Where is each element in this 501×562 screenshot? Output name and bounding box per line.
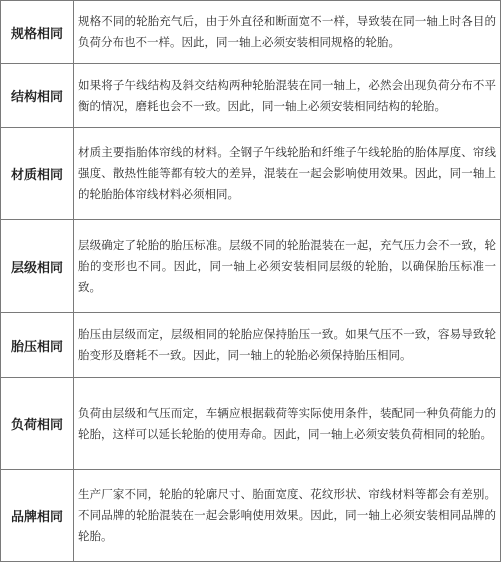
- table-row-load: [1, 378, 501, 470]
- table-row-structure: [1, 64, 501, 128]
- table-row-spec: [1, 1, 501, 64]
- row-description: 生产厂家不同，轮胎的轮廓尺寸、胎面宽度、花纹形状、帘线材料等都会有差别。不同品牌的轮胎混装在一起会影响使用效果。因此，同一轴上必须安装相同品牌的轮胎。: [74, 470, 501, 562]
- row-label: 规格相同: [1, 1, 74, 64]
- row-description: 如果将子午线结构及斜交结构两种轮胎混装在同一轴上，必然会出现负荷分布不平衡的情况，磨耗也会不一致。因此，同一轴上必须安装相同结构的轮胎。: [74, 64, 501, 128]
- row-description: 层级确定了轮胎的胎压标准。层级不同的轮胎混装在一起，充气压力会不一致，轮胎的变形也不同。因此，同一轴上必须安装相同层级的轮胎，以确保胎压标准一致。: [74, 220, 501, 313]
- row-description: 胎压由层级而定，层级相同的轮胎应保持胎压一致。如果气压不一致，容易导致轮胎变形及磨耗不一致。因此，同一轴上的轮胎必须保持胎压相同。: [74, 313, 501, 378]
- row-description: 规格不同的轮胎充气后，由于外直径和断面宽不一样，导致装在同一轴上时各目的负荷分布也不一样。因此，同一轴上必须安装相同规格的轮胎。: [74, 1, 501, 64]
- row-label: 品牌相同: [1, 470, 74, 562]
- row-label: 负荷相同: [1, 378, 74, 470]
- row-label: 材质相同: [1, 128, 74, 220]
- row-label: 结构相同: [1, 64, 74, 128]
- row-description: 负荷由层级和气压而定，车辆应根据载荷等实际使用条件，装配同一种负荷能力的轮胎，这样可以延长轮胎的使用寿命。因此，同一轴上必须安装负荷相同的轮胎。: [74, 378, 501, 470]
- row-description: 材质主要指胎体帘线的材料。全钢子午线轮胎和纤维子午线轮胎的胎体厚度、帘线强度、散热性能等都有较大的差异，混装在一起会影响使用效果。因此，同一轴上的轮胎胎体帘线材料必须相同。: [74, 128, 501, 220]
- table-row-pressure: [1, 313, 501, 378]
- row-label: 胎压相同: [1, 313, 74, 378]
- table-row-material: [1, 128, 501, 220]
- row-label: 层级相同: [1, 220, 74, 313]
- table-row-ply-rating: [1, 220, 501, 313]
